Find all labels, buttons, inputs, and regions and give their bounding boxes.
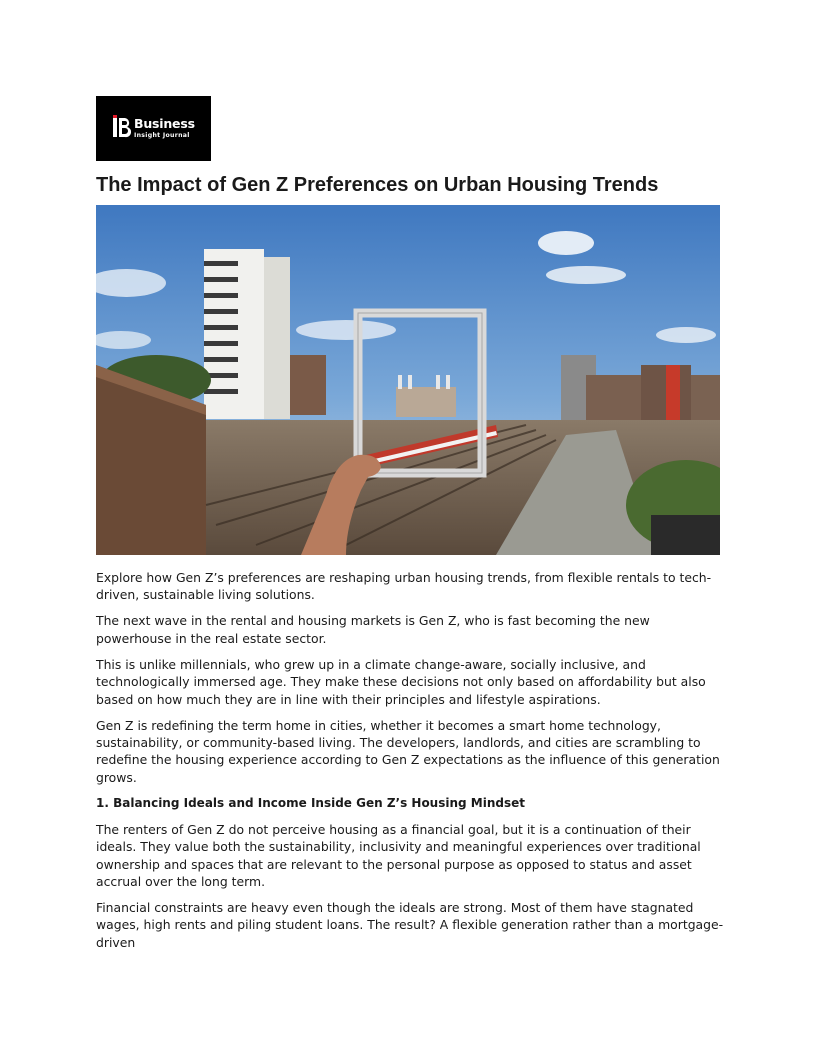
body-paragraph: The next wave in the rental and housing markets is Gen Z, who is fast becoming the new powerhouse in the real estate sector.	[96, 613, 650, 646]
logo-subtitle: Insight Journal	[134, 131, 190, 139]
intro-paragraph: Explore how Gen Z’s preferences are reshaping urban housing trends, from flexible rentals to tech-driven, sustainable living solutions.	[96, 570, 712, 603]
business-insight-journal-logo[interactable]	[96, 96, 211, 161]
body-paragraph: The renters of Gen Z do not perceive housing as a financial goal, but it is a continuation of their ideals. They value both the sustainability, inclusivity and meaningful experiences over traditional ownership and spaces that are relevant to the personal purpose as opposed to status and asset accrual over the long term.	[96, 821, 701, 890]
section-heading: 1. Balancing Ideals and Income Inside Gen Z’s Housing Mindset	[96, 795, 525, 810]
body-paragraph: This is unlike millennials, who grew up in a climate change-aware, socially inclusive, and technologically immersed age. They make these decisions not only based on affordability but also based on how much they are in line with their principles and lifestyle aspirations.	[96, 656, 706, 707]
hero-image	[96, 205, 720, 555]
body-paragraph: Financial constraints are heavy even though the ideals are strong. Most of them have stagnated wages, high rents and piling student loans. The result? A flexible generation rather than a mortgage-driven	[96, 900, 724, 950]
body-paragraph: Gen Z is redefining the term home in cities, whether it becomes a smart home technology, sustainability, or community-based living. The developers, landlords, and cities are scrambling to redefine the housing experience according to Gen Z expectations as the influence of this generation grows.	[96, 717, 720, 785]
article-title: The Impact of Gen Z Preferences on Urban Housing Trends	[96, 174, 659, 196]
article-body	[96, 569, 724, 960]
logo-name: Business	[134, 116, 195, 131]
logo-b-icon	[113, 115, 131, 140]
